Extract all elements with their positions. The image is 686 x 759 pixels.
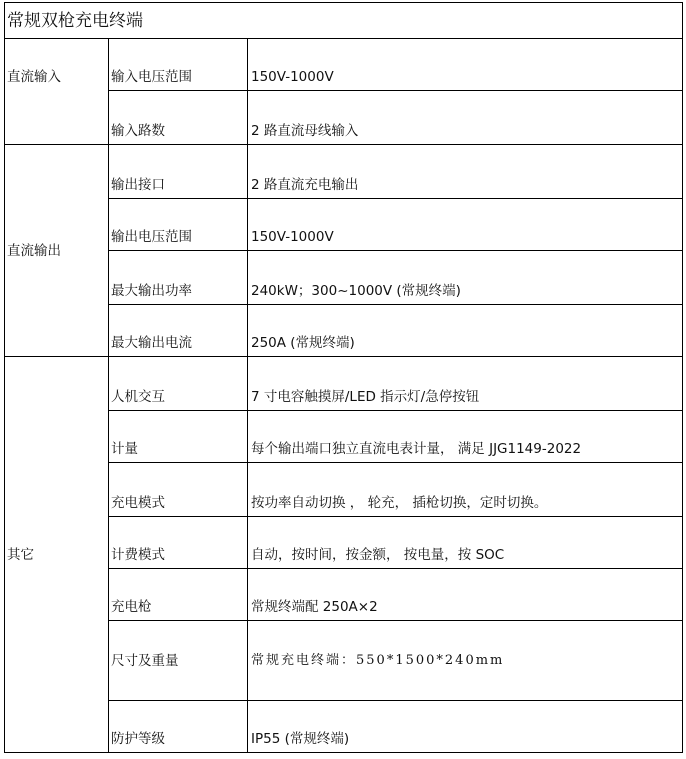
row-label: 输出电压范围 xyxy=(109,199,248,251)
group-other: 其它 xyxy=(5,357,109,753)
spec-table xyxy=(4,2,683,753)
group-dc-input: 直流输入 xyxy=(5,39,109,145)
row-value: 2 路直流充电输出 xyxy=(248,145,683,199)
row-value: 常规终端配 250A×2 xyxy=(248,569,683,621)
row-label: 计费模式 xyxy=(109,517,248,569)
row-label: 充电枪 xyxy=(109,569,248,621)
table-row xyxy=(5,145,683,199)
row-label: 最大输出电流 xyxy=(109,305,248,357)
row-label: 输入电压范围 xyxy=(109,39,248,91)
row-label: 最大输出功率 xyxy=(109,251,248,305)
row-value: 150V-1000V xyxy=(248,199,683,251)
row-value: 7 寸电容触摸屏/LED 指示灯/急停按钮 xyxy=(248,357,683,411)
row-label: 输出接口 xyxy=(109,145,248,199)
group-dc-output: 直流输出 xyxy=(5,145,109,357)
row-value: 每个输出端口独立直流电表计量， 满足 JJG1149-2022 xyxy=(248,411,683,463)
row-value: 240kW；300~1000V (常规终端) xyxy=(248,251,683,305)
row-value: 自动，按时间，按金额， 按电量，按 SOC xyxy=(248,517,683,569)
row-label: 充电模式 xyxy=(109,463,248,517)
row-value: 150V-1000V xyxy=(248,39,683,91)
table-title: 常规双枪充电终端 xyxy=(5,3,683,39)
row-label: 计量 xyxy=(109,411,248,463)
row-value: IP55 (常规终端) xyxy=(248,701,683,753)
row-value: 常规充电终端：550*1500*240mm xyxy=(248,621,683,701)
table-row xyxy=(5,39,683,91)
row-value: 250A (常规终端) xyxy=(248,305,683,357)
row-value: 2 路直流母线输入 xyxy=(248,91,683,145)
title-row xyxy=(5,3,683,39)
row-label: 防护等级 xyxy=(109,701,248,753)
row-label: 输入路数 xyxy=(109,91,248,145)
row-label: 尺寸及重量 xyxy=(109,621,248,701)
row-label: 人机交互 xyxy=(109,357,248,411)
table-row xyxy=(5,357,683,411)
row-value: 按功率自动切换 ， 轮充， 插枪切换，定时切换。 xyxy=(248,463,683,517)
